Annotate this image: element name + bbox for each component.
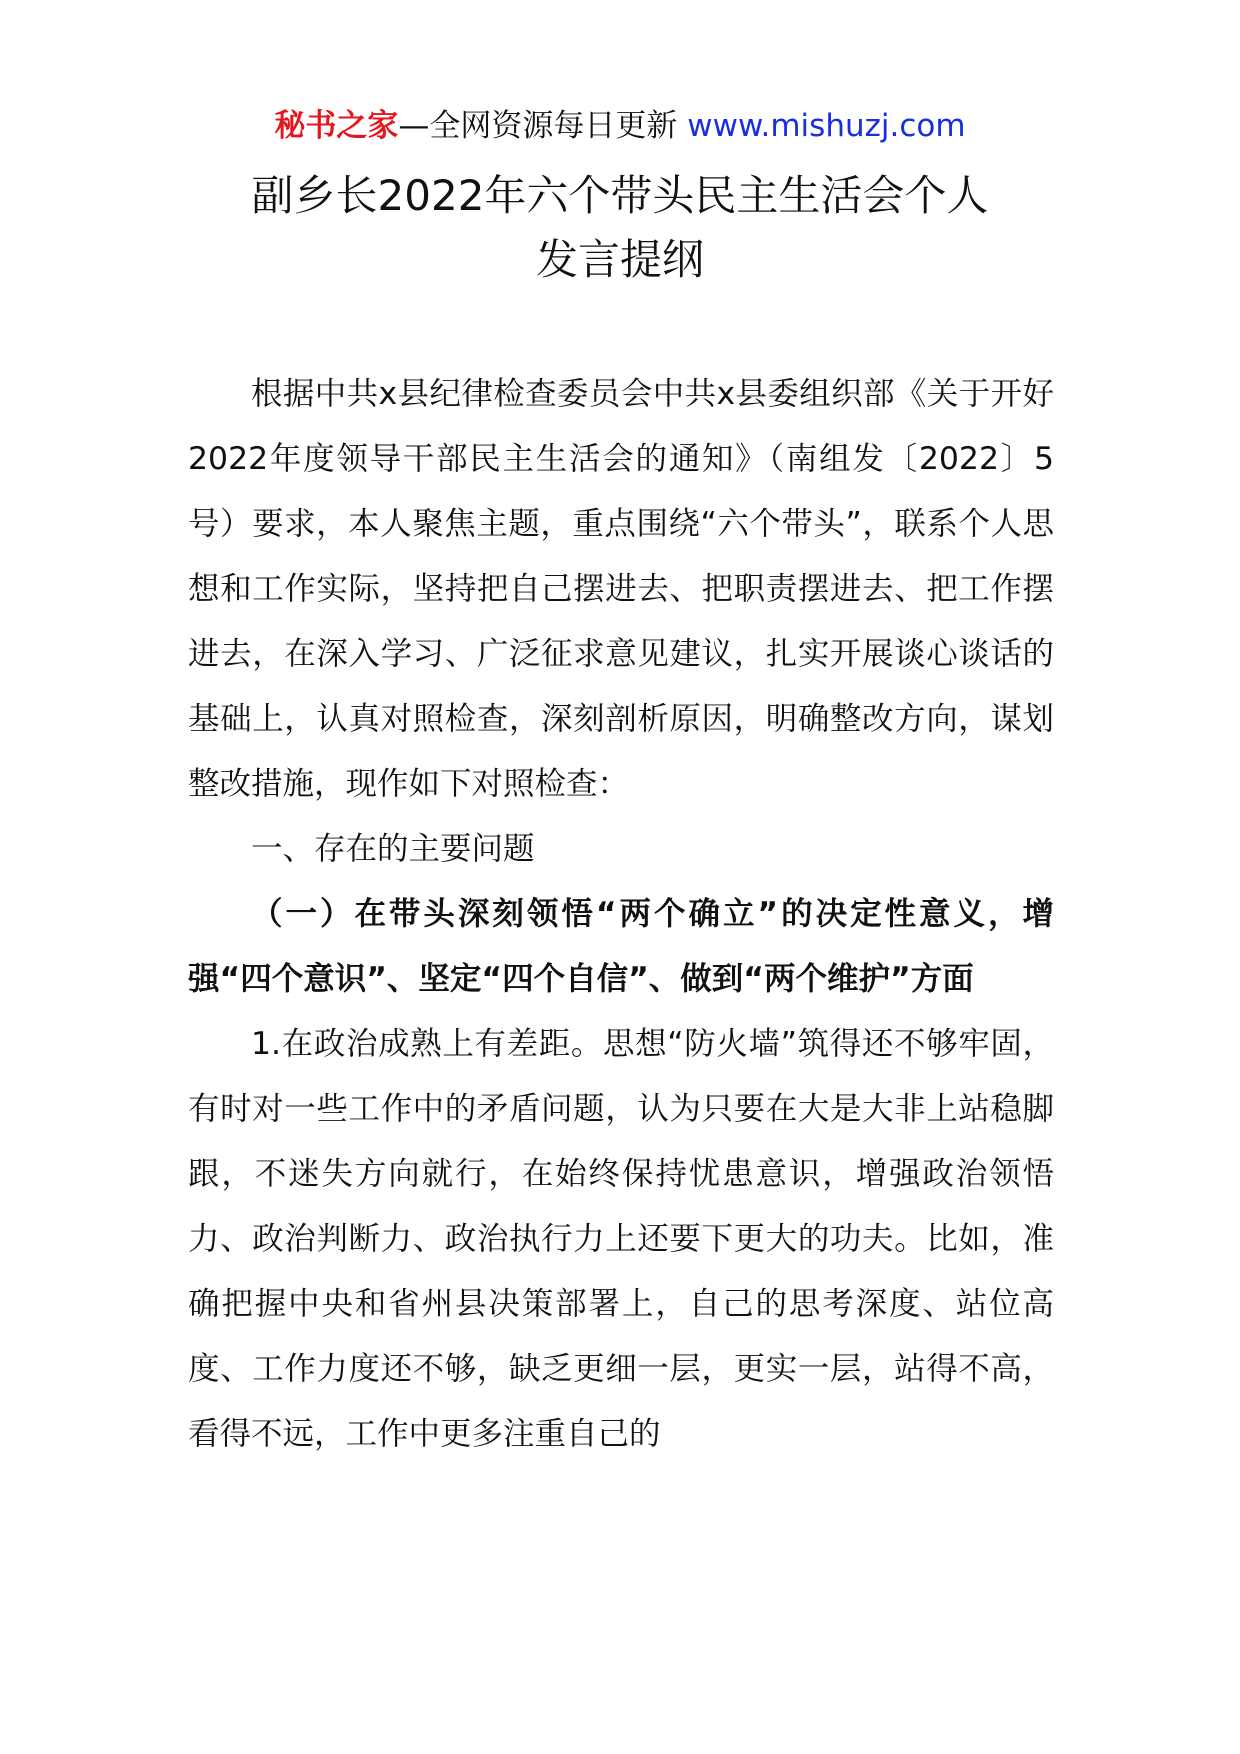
title-line-1: 副乡长2022年六个带头民主生活会个人 bbox=[251, 171, 989, 220]
title-line-2: 发言提纲 bbox=[535, 235, 704, 284]
website-link[interactable]: www.mishuzj.com bbox=[687, 108, 966, 144]
intro-paragraph: 根据中共x县纪律检查委员会中共x县委组织部《关于开好2022年度领导干部民主生活会的通知》（南组发〔2022〕5号）要求，本人聚焦主题，重点围绕“六个带头”，联系个人思想和工作实际，坚持把自己摆进去、把职责摆进去、把工作摆进去，在深入学习、广泛征求意见建议，扎实开展谈心谈话的基础上，认真对照检查，深刻剖析原因，明确整改方向，谋划整改措施，现作如下对照检查： bbox=[188, 376, 1054, 802]
banner-tagline: —全网资源每日更新 bbox=[398, 108, 688, 144]
point-paragraph: 1.在政治成熟上有差距。思想“防火墙”筑得还不够牢固，有时对一些工作中的矛盾问题，认为只要在大是大非上站稳脚跟，不迷失方向就行，在始终保持忧患意识，增强政治领悟力、政治判断力、政治执行力上还要下更大的功夫。比如，准确把握中央和省州县决策部署上，自己的思考深度、站位高度、工作力度还不够，缺乏更细一层，更实一层，站得不高，看得不远，工作中更多注重自己的 bbox=[188, 1026, 1054, 1452]
brand-name: 秘书之家 bbox=[274, 108, 399, 144]
document-body bbox=[188, 362, 1054, 1467]
document-title bbox=[150, 164, 1090, 292]
subsection-heading: （一）在带头深刻领悟“两个确立”的决定性意义，增强“四个意识”、坚定“四个自信”、做到“两个维护”方面 bbox=[188, 896, 1054, 997]
section-heading: 一、存在的主要问题 bbox=[251, 831, 535, 867]
header-banner bbox=[0, 104, 1240, 148]
